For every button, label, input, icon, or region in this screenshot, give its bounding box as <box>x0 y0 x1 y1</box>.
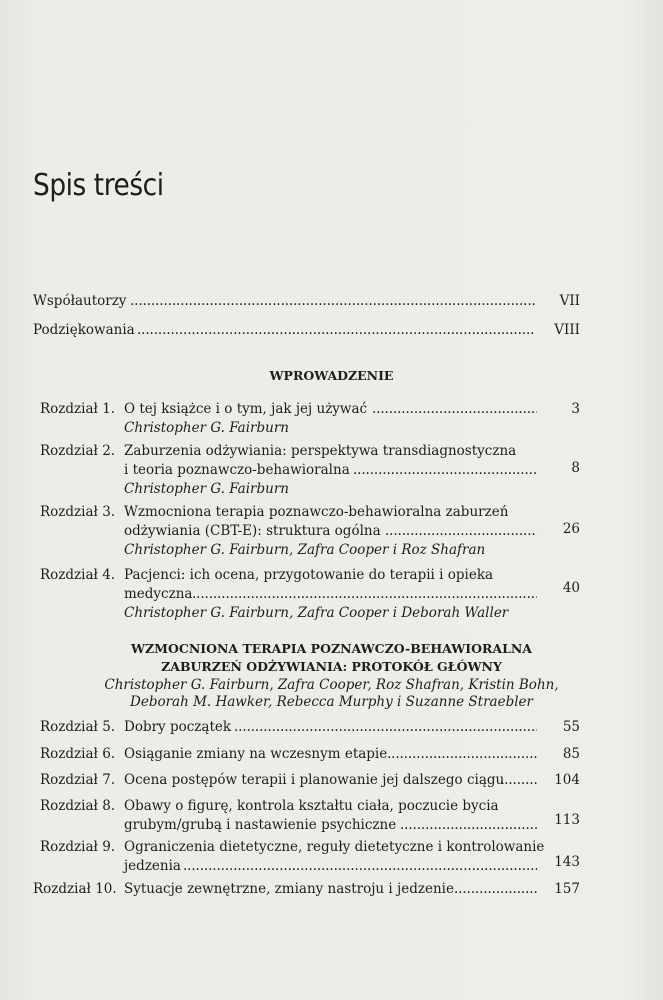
chapter-number: Rozdział 4. <box>40 567 116 583</box>
chapter-title: Wzmocniona terapia poznawczo-behawioralna zaburzeń <box>124 504 509 520</box>
chapter-title: Ograniczenia dietetyczne, reguły dietetyczne i kontrolowanie <box>124 839 545 855</box>
chapter-author: Christopher G. Fairburn, Zafra Cooper i Deborah Waller <box>124 605 509 621</box>
chapter-author: Christopher G. Fairburn <box>124 481 289 497</box>
page-title: Spis treści <box>33 168 164 203</box>
chapter-title-cont: odżywiania (CBT-E): struktura ogólna <box>124 523 381 539</box>
chapter-number: Rozdział 9. <box>40 839 116 855</box>
leader-dots <box>400 817 537 833</box>
chapter-number: Rozdział 1. <box>40 401 116 417</box>
leader-dots <box>192 586 537 602</box>
leader-dots <box>454 881 537 897</box>
chapter-page: 85 <box>562 746 580 762</box>
entry-page: VIII <box>554 322 580 338</box>
chapter-title-cont: medyczna <box>124 586 193 602</box>
chapter-title: Obawy o figurę, kontrola kształtu ciała, poczucie bycia <box>124 798 499 814</box>
chapter-title: O tej książce i o tym, jak jej używać <box>124 401 368 417</box>
chapter-page: 26 <box>562 521 580 537</box>
chapter-page: 40 <box>562 580 580 596</box>
chapter-page: 3 <box>571 401 580 417</box>
leader-dots <box>137 322 535 338</box>
chapter-number: Rozdział 3. <box>40 504 116 520</box>
chapter-page: 157 <box>554 881 580 897</box>
leader-dots <box>234 719 537 735</box>
chapter-page: 55 <box>562 719 580 735</box>
chapter-title-cont: jedzenia <box>124 858 181 874</box>
chapter-number: Rozdział 6. <box>40 746 116 762</box>
leader-dots <box>353 462 537 478</box>
chapter-number: Rozdział 5. <box>40 719 116 735</box>
section-heading-line1: WZMOCNIONA TERAPIA POZNAWCZO-BEHAWIORALNA <box>130 641 532 656</box>
leader-dots <box>372 401 537 417</box>
chapter-title-cont: i teoria poznawczo-behawioralna <box>124 462 350 478</box>
chapter-title: Ocena postępów terapii i planowanie jej dalszego ciągu <box>124 772 505 788</box>
chapter-title: Pacjenci: ich ocena, przygotowanie do terapii i opieka <box>124 567 494 583</box>
chapter-page: 113 <box>554 812 580 828</box>
chapter-number: Rozdział 2. <box>40 443 116 459</box>
chapter-title: Dobry początek <box>124 719 232 735</box>
chapter-page: 143 <box>554 854 580 870</box>
chapter-page: 8 <box>571 460 580 476</box>
entry-page: VII <box>559 293 580 309</box>
chapter-author: Christopher G. Fairburn <box>124 420 289 436</box>
chapter-title-cont: grubym/grubą i nastawienie psychiczne <box>124 817 397 833</box>
chapter-author: Christopher G. Fairburn, Zafra Cooper i Roz Shafran <box>124 542 486 558</box>
leader-dots <box>387 746 537 762</box>
chapter-title: Sytuacje zewnętrzne, zmiany nastroju i jedzenie <box>124 881 454 897</box>
section-heading-line2: ZABURZEŃ ODŻYWIANIA: PROTOKÓŁ GŁÓWNY <box>161 659 502 674</box>
section-heading-wprowadzenie: WPROWADZENIE <box>269 368 394 383</box>
chapter-number: Rozdział 10. <box>33 881 117 897</box>
leader-dots <box>500 772 537 788</box>
chapter-title: Osiąganie zmiany na wczesnym etapie <box>124 746 388 762</box>
leader-dots <box>385 523 537 539</box>
leader-dots <box>183 858 537 874</box>
chapter-number: Rozdział 7. <box>40 772 116 788</box>
leader-dots <box>130 293 535 309</box>
section-authors-line2: Deborah M. Hawker, Rebecca Murphy i Suzanne Straebler <box>130 694 533 710</box>
section-authors-line1: Christopher G. Fairburn, Zafra Cooper, Roz Shafran, Kristin Bohn, <box>104 677 559 693</box>
chapter-number: Rozdział 8. <box>40 798 116 814</box>
chapter-title: Zaburzenia odżywiania: perspektywa transdiagnostyczna <box>124 443 517 459</box>
chapter-page: 104 <box>554 772 580 788</box>
entry-label: Podziękowania <box>33 322 135 338</box>
entry-label: Współautorzy <box>33 293 127 309</box>
